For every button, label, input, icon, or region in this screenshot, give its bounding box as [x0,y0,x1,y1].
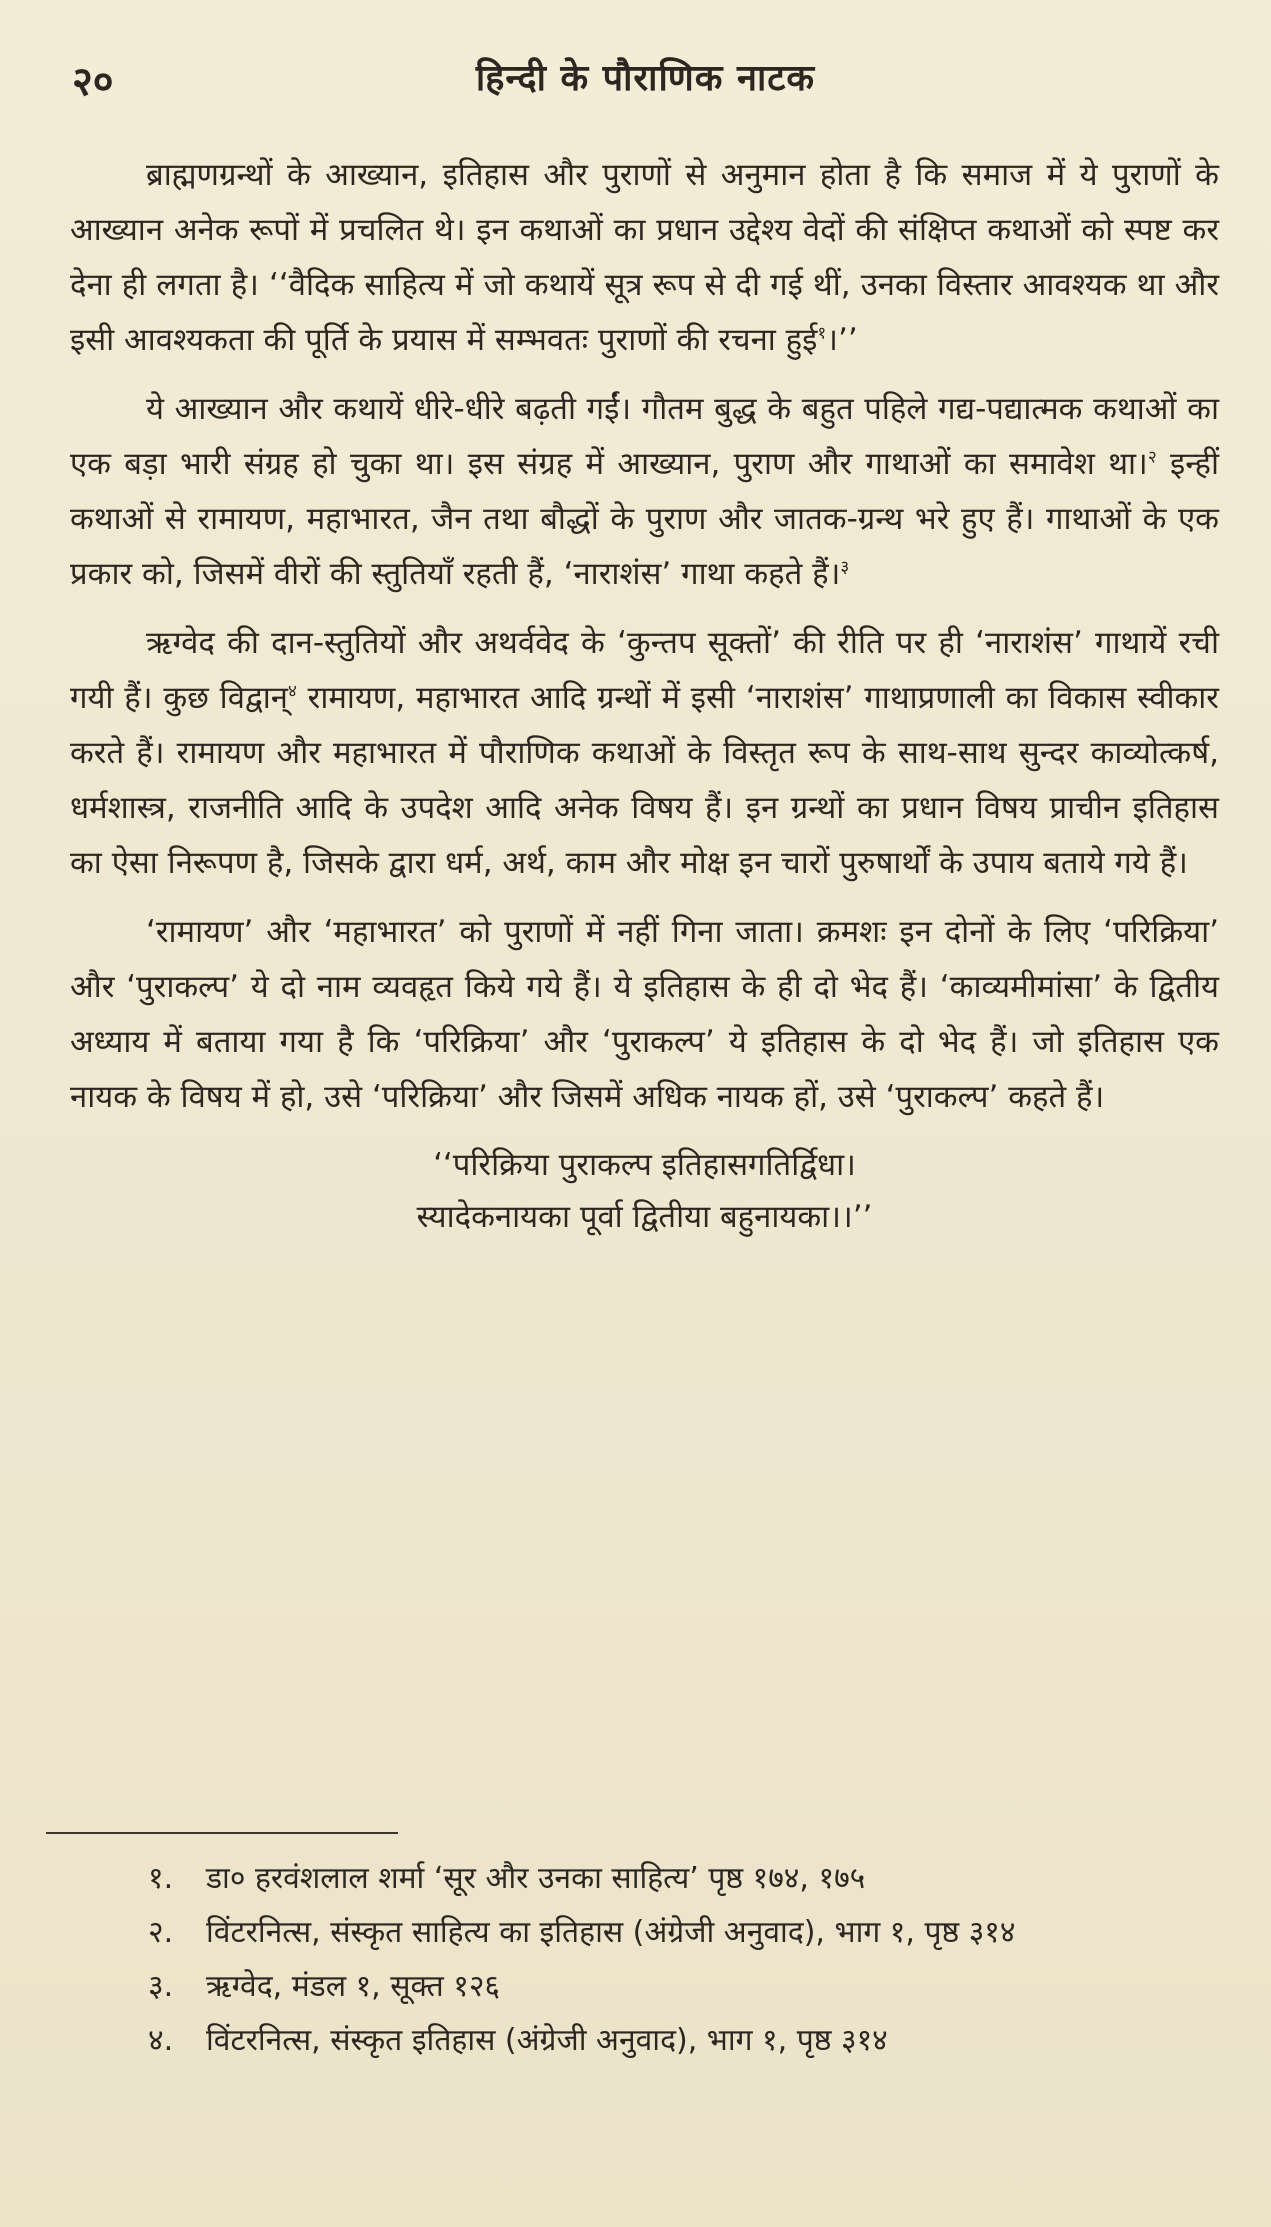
footnote-number: १. [148,1861,174,1896]
verse-line-1: ‘‘परिक्रिया पुराकल्प इतिहासगतिर्द्विधा। [433,1147,856,1183]
running-title: हिन्दी के पौराणिक नाटक [475,58,816,99]
paragraph-3 [70,616,1219,891]
footnote-4 [148,2014,1221,2068]
page-header [72,52,1219,112]
page-number: २० [72,59,114,105]
paragraph-text-tail: रामायण, महाभारत आदि ग्रन्थों में इसी ‘नाराशंस’ गाथाप्रणाली का विकास स्वीकार करते हैं। रामायण और महाभारत में पौराणिक कथाओं के विस्तृत रूप के साथ-साथ सुन्दर काव्योत्कर्ष, धर्मशास्त्र, राजनीति आदि के उपदेश आदि अनेक विषय हैं। इन ग्रन्थों का प्रधान विषय प्राचीन इतिहास का ऐसा निरूपण है, जिसके द्वारा धर्म, अर्थ, काम और मोक्ष इन चारों पुरुषार्थों के उपाय बताये गये हैं। [70,680,1219,881]
verse-line-2: स्यादेकनायका पूर्वा द्वितीया बहुनायका।।’’ [416,1199,873,1235]
footnote-text: डा० हरवंशलाल शर्मा ‘सूर और उनका साहित्य’ पृष्ठ १७४, १७५ [206,1861,866,1896]
body-text [70,148,1219,1243]
paragraph-2 [70,382,1219,602]
footnote-text: ऋग्वेद, मंडल १, सूक्त १२६ [206,1969,501,2004]
footnote-number: ४. [148,2023,174,2058]
paragraph-text: ब्राह्मणग्रन्थों के आख्यान, इतिहास और पुराणों से अनुमान होता है कि समाज में ये पुराणों के आख्यान अनेक रूपों में प्रचलित थे। इन कथाओं का प्रधान उद्देश्य वेदों की संक्षिप्त कथाओं को स्पष्ट कर देना ही लगता है। ‘‘वैदिक साहित्य में जो कथायें सूत्र रूप से दी गई थीं, उनका विस्तार आवश्यक था और इसी आवश्यकता की पूर्ति के प्रयास में सम्भवतः पुराणों की रचना हुई [70,157,1219,358]
footnote-3 [148,1960,1221,2014]
footnote-number: २. [148,1915,174,1950]
footnote-1 [148,1852,1221,1906]
paragraph-text-tail: ।’’ [826,322,858,358]
footnotes [148,1852,1221,2068]
paragraph-1 [70,148,1219,368]
footnote-2 [148,1906,1221,1960]
paragraph-text: ऋग्वेद की दान-स्तुतियों और अथर्ववेद के ‘कुन्तप सूक्तों’ की रीति पर ही ‘नाराशंस’ गाथायें रची गयी हैं। कुछ विद्वान् [70,625,1219,716]
footnote-text: विंटरनित्स, संस्कृत इतिहास (अंग्रेजी अनुवाद), भाग १, पृष्ठ ३१४ [206,2023,888,2058]
paragraph-text: ‘रामायण’ और ‘महाभारत’ को पुराणों में नहीं गिना जाता। क्रमशः इन दोनों के लिए ‘परिक्रिया’ और ‘पुराकल्प’ ये दो नाम व्यवहृत किये गये हैं। ये इतिहास के ही दो भेद हैं। ‘काव्यमीमांसा’ के द्वितीय अध्याय में बताया गया है कि ‘परिक्रिया’ और ‘पुराकल्प’ ये इतिहास के दो भेद हैं। जो इतिहास एक नायक के विषय में हो, उसे ‘परिक्रिया’ और जिसमें अधिक नायक हों, उसे ‘पुराकल्प’ कहते हैं। [70,914,1219,1115]
paragraph-4 [70,905,1219,1125]
sanskrit-verse [70,1139,1219,1243]
footnote-number: ३. [148,1969,174,2004]
footnote-ref-4: ४ [288,681,297,702]
footnote-text: विंटरनित्स, संस्कृत साहित्य का इतिहास (अंग्रेजी अनुवाद), भाग १, पृष्ठ ३१४ [206,1915,1016,1950]
paragraph-text: ये आख्यान और कथायें धीरे-धीरे बढ़ती गईं। गौतम बुद्ध के बहुत पहिले गद्य-पद्यात्मक कथाओं का एक बड़ा भारी संग्रह हो चुका था। इस संग्रह में आख्यान, पुराण और गाथाओं का समावेश था। [70,391,1219,482]
footnote-divider [46,1832,398,1834]
footnote-ref-1: १ [817,323,827,344]
paragraph-text-tail: इन्हीं कथाओं से रामायण, महाभारत, जैन तथा बौद्धों के पुराण और जातक-ग्रन्थ भरे हुए हैं। गाथाओं के एक प्रकार को, जिसमें वीरों की स्तुतियाँ रहती हैं, ‘नाराशंस’ गाथा कहते हैं। [70,446,1219,592]
footnote-ref-3: ३ [840,557,850,578]
footnote-ref-2: २ [1147,447,1157,468]
